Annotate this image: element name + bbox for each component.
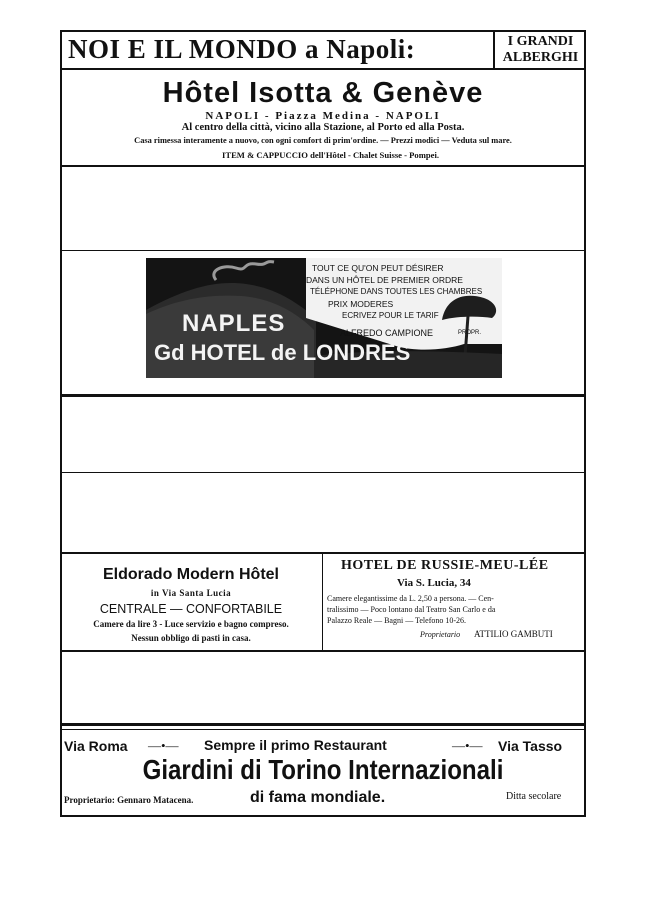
arrow-right-icon: —•— <box>452 738 483 753</box>
giardini-owner: Proprietario: Gennaro Matacena. <box>64 795 194 805</box>
eldorado-tagline: CENTRALE — CONFORTABILE <box>99 602 283 616</box>
header-vertical-divider <box>493 32 495 69</box>
divider-8 <box>60 729 586 730</box>
russie-street: Via S. Lucia, 34 <box>397 577 471 589</box>
divider-5 <box>60 552 586 554</box>
londres-name: Gd HOTEL de LONDRES <box>154 340 411 365</box>
eldorado-name: Eldorado Modern Hôtel <box>103 566 279 583</box>
isotta-location: NAPOLI - Piazza Medina - NAPOLI <box>205 110 441 122</box>
isotta-line1: Al centro della città, vicino alla Stazione, al Porto ed alla Posta. <box>181 122 465 133</box>
londres-text1: TOUT CE QU'ON PEUT DÉSIRER <box>312 263 444 273</box>
isotta-line2: Casa rimessa interamente a nuovo, con ogni comfort di prim'ordine. — Prezzi modici — Veduta sul mare. <box>134 136 512 145</box>
divider-4 <box>60 472 586 473</box>
eldorado-street: in Via Santa Lucia <box>150 588 232 598</box>
russie-line2: tralissimo — Poco lontano dal Teatro San Carlo e da <box>327 605 496 614</box>
isotta-name: Hôtel Isotta & Genève <box>162 77 484 109</box>
giardini-fame: di fama mondiale. <box>250 789 386 806</box>
isotta-line3: ITEM & CAPPUCCIO dell'Hôtel - Chalet Suisse - Pompei. <box>222 150 439 160</box>
londres-text2: DANS UN HÔTEL DE PREMIER ORDRE <box>306 275 463 285</box>
londres-city: NAPLES <box>182 310 286 337</box>
divider-2 <box>60 250 586 251</box>
russie-owner: ATTILIO GAMBUTI <box>474 629 553 639</box>
londres-text4: PRIX MODERES <box>328 299 394 309</box>
russie-owner-label: Proprietario <box>420 630 461 639</box>
giardini-right: Via Tasso <box>498 738 563 754</box>
arrow-left-icon: —•— <box>148 738 179 753</box>
giardini-left: Via Roma <box>64 738 128 754</box>
eldorado-line2: Nessun obbligo di pasti in casa. <box>131 633 251 643</box>
eldorado-line1: Camere da lire 3 - Luce servizio e bagno compreso. <box>93 619 289 629</box>
header-divider <box>60 68 586 70</box>
header-side-line1: I GRANDI <box>507 34 574 49</box>
londres-propr: PROPR. <box>458 330 482 336</box>
eldorado-russie-divider <box>322 554 323 650</box>
divider-1 <box>60 165 586 167</box>
page-frame <box>60 30 586 817</box>
londres-advertisement <box>146 258 502 378</box>
divider-7 <box>60 723 586 726</box>
londres-text5: ECRIVEZ POUR LE TARIF <box>342 311 439 320</box>
russie-line3: Palazzo Reale — Bagni — Telefono 10-26. <box>327 616 467 625</box>
londres-proprietor: ALFREDO CAMPIONE <box>340 328 434 338</box>
giardini-middle: Sempre il primo Restaurant <box>204 737 387 753</box>
russie-name: HOTEL DE RUSSIE-MEU-LÉE <box>341 558 549 573</box>
header-side-line2: ALBERGHI <box>502 50 579 65</box>
giardini-firm: Ditta secolare <box>506 791 562 802</box>
londres-text3: TÉLÉPHONE DANS TOUTES LES CHAMBRES <box>310 287 483 296</box>
header-title: NOI E IL MONDO a Napoli: <box>68 34 416 64</box>
russie-line1: Camere elegantissime da L. 2,50 a persona. — Cen- <box>327 594 494 603</box>
giardini-name: Giardini di Torino Internazionali <box>142 754 504 785</box>
divider-6 <box>60 650 586 652</box>
divider-3 <box>60 394 586 397</box>
